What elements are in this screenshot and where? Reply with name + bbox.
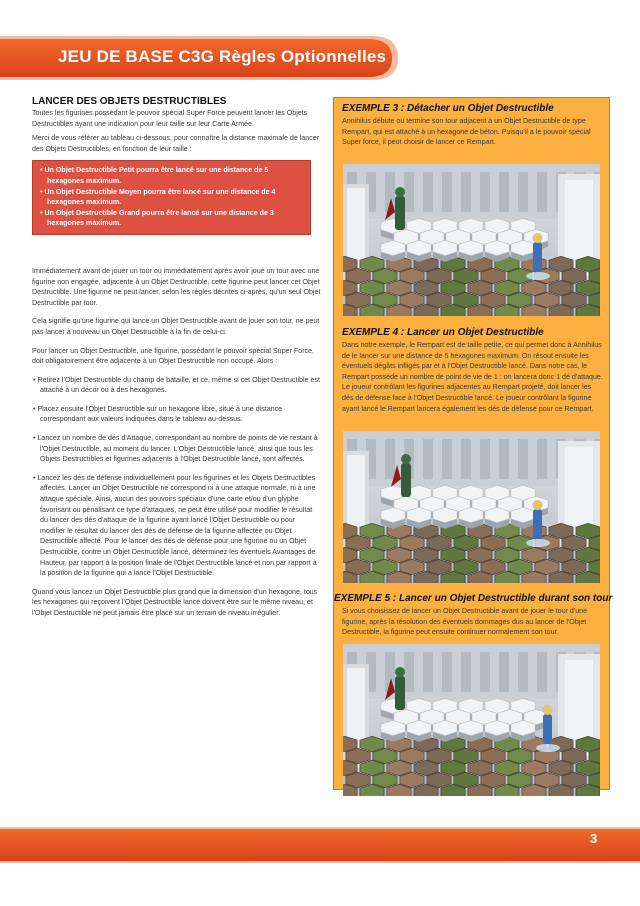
- body-paragraph: Cela signifie qu'une figurine qui lance un Objet Destructible avant de jouer son tour, ne peut pas lancer à nouveau un Objet Destructible à la fin de celui-ci.: [32, 317, 320, 336]
- section-heading: LANCER DES OBJETS DESTRUCTIBLES: [32, 96, 227, 107]
- example-5-photo: [343, 644, 600, 796]
- intro-paragraph: Merci de vous référer au tableau ci-dessous, pour connaître la distance maximale de lancer des Objets Destructibles, en fonction de leur taille :: [32, 134, 320, 153]
- examples-panel: [333, 97, 613, 790]
- body-paragraph: Immédiatement avant de jouer un tour ou immédiatement après avoir joué un tour avec une figurine non engagée, adjacente à un Objet Destructible, cette figurine peut lancer cet Objet Destructible. Une figurine ne peut lancer, selon les règles décrites ci-après, qu'un seul Objet Destructible par tour.: [32, 266, 321, 307]
- size-rule-medium: • Un Objet Destructible Moyen pourra être lancé sur une distance de 4 hexagones maximum.: [40, 187, 276, 207]
- example-5-title: EXEMPLE 5 : Lancer un Objet Destructible durant son tour: [334, 593, 613, 604]
- step-item: • Placez ensuite l'Objet Destructible sur un hexagone libre, situé à une distance correspondant aux valeurs indiquées dans le tableau au-dessus.: [33, 404, 283, 424]
- example-5-text: Si vous choisissez de lancer un Objet Destructible avant de jouer le tour d'une figurine, après la résolution des éventuels dommages dus au lancer de l'Objet Destructible, la figurine peut ensuite continuer normalement son tour.: [342, 607, 588, 637]
- example-4-title: EXEMPLE 4 : Lancer un Objet Destructible: [342, 327, 544, 338]
- intro-paragraph: Toutes les figurines possédant le pouvoir spécial Super Force peuvent lancer les Objets Destructibles ayant une indication pour leur taille sur leur Carte Armée.: [32, 109, 308, 128]
- footer-shape: [0, 825, 640, 865]
- header-banner: [0, 36, 400, 84]
- example-4-photo: [343, 431, 600, 583]
- step-item: • Retirez l'Objet Destructible du champ de bataille, et ce, même si cet Objet Destructible est attaché à un décor ou à des hexagones.: [33, 375, 320, 395]
- board-photo: [343, 431, 600, 583]
- board-photo: [343, 164, 600, 316]
- example-3-text: Annihilus débute ou termine son tour adjacent à un Objet Destructible de type Rempart, qui est attaché à un hexagone de béton. Puisqu'il a le pouvoir spécial Super force, il peut choisir de lancer ce Rempart.: [342, 117, 591, 147]
- example-3-photo: [343, 164, 600, 316]
- size-rule-small: • Un Objet Destructible Petit pourra être lancé sur une distance de 5 hexagones maximum.: [40, 166, 269, 185]
- page-number: 3: [590, 831, 598, 846]
- page-title: JEU DE BASE C3G Règles Optionnelles: [58, 47, 387, 66]
- example-4-text: Dans notre exemple, le Rempart est de taille petite, ce qui permet donc à Annihilus de le lancer sur une distance de 5 hexagones maximum. On résout ensuite les éventuels dégâts infligés par et à l'Objet Destructible lancé. Dans notre cas, le Rempart possède un nombre de point de vie de 1 : on lancera donc 1 dé d'attaque. Le joueur contrôlant les figurines adjacentes au Rempart projeté, doit lancer les dés de défense face à l'Objet Destructible lancé. Le joueur contrôlant la figurine ayant lancé le Rempart lancera également les dés de défense pour ce Rempart.: [342, 341, 603, 413]
- body-paragraph: Pour lancer un Objet Destructible, une figurine, possédant le pouvoir spécial Super Force, doit obligatoirement être adjacente à un Objet Destructible non occupé. Alors :: [32, 346, 314, 366]
- rules-column: [32, 96, 322, 619]
- body-paragraph: Quand vous lancez un Objet Destructible plus grand que la dimension d'un hexagone, tous les hexagones qui reçoivent l'Objet Destructible lancé doivent être sur le même niveau, et l'Objet Destructible ne peut jamais être placé sur un terrain de niveau irrégulier.: [32, 587, 318, 617]
- step-item: • Lancez un nombre de dés d'Attaque, correspondant au nombre de points de vie restant à l'Objet Destructible, au moment du lancer. L'Objet Destructible lancé, ainsi que tous les Objets Destructibles et figurines adjacents à l'Objet Destructible lancé, sont affectés.: [33, 434, 318, 464]
- throw-distance-box: [32, 160, 311, 235]
- board-photo: [343, 644, 600, 796]
- footer-bar: [0, 825, 640, 865]
- step-item: • Lancez les dés de défense individuellement pour les figurines et les Objets Destructibles affectés. Lancer un Objet Destructible ne correspond ni à une attaque normale, ni à une attaque spéciale. Ainsi, aucun des pouvoirs spéciaux d'une carte et/ou d'un glyphe favorisant ou pénalisant ce type d'attaques, ne peut être utilisé pour modifier le résultat du lancer des dés d'attaque de la figurine ayant lancé l'Objet Destructible ou pour modifier le résultat du lancer des dés de défense de la figurine affectée ou Objet Destructible affecté. Pour le lancer des dés de défense pour une figurine ou un Objet Destructible, contre un Objet Destructible lancé, déterminez les éventuels Avantages de Hauteur, par rapport à la position finale de l'Objet Destructible lancé et non par rapport à la position de la figurine qui a lancé l'Objet Destructible.: [33, 473, 317, 578]
- size-rule-large: • Un Objet Destructible Grand pourra être lancé sur une distance de 3 hexagones maximum.: [40, 208, 274, 228]
- example-3-title: EXEMPLE 3 : Détacher un Objet Destructible: [342, 103, 554, 114]
